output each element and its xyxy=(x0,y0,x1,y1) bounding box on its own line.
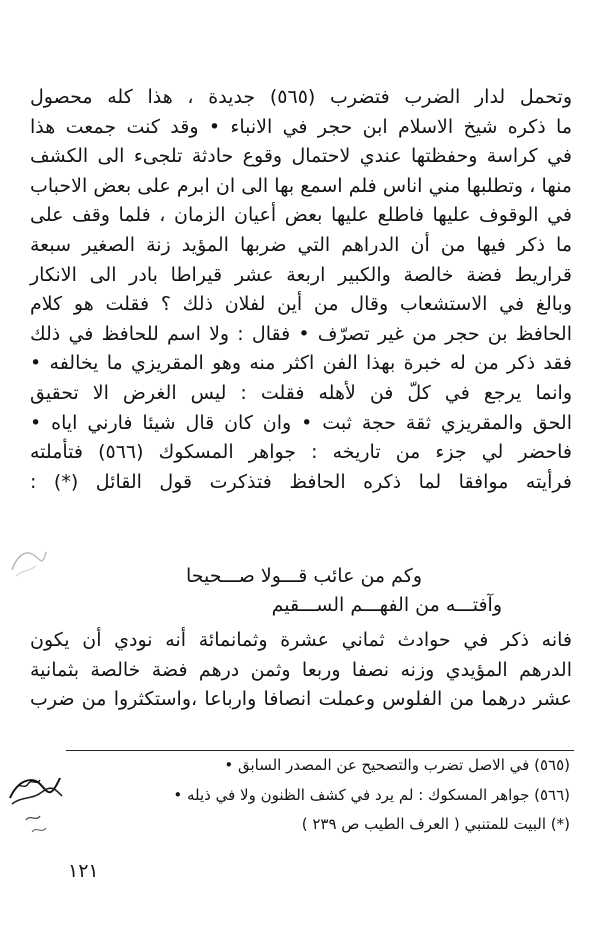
text-line: فاحضر لي جزء من تاريخه : جواهر المسكوك (٥٦٦) فتأملته xyxy=(30,441,572,464)
page-number: ١٢١ xyxy=(68,860,99,882)
main-text-block-continued xyxy=(30,626,572,715)
text-line: ما ذكره شيخ الاسلام ابن حجر في الانباء • وقد كنت جمعت هذا xyxy=(30,115,572,138)
text-line: وبالغ في الاستشعاب وقال من أين لفلان ذلك ؟ فقلت هو كلام xyxy=(30,293,572,316)
footnote-asterisk: (*) البيت للمتنبي ( العرف الطيب ص ٢٣٩ ) xyxy=(301,815,570,833)
text-line: عشر درهما من الفلوس وعملت انصافا وارباعا ،واستكثروا من ضرب xyxy=(30,688,572,711)
text-line: وانما يرجع في كلّ فن لأهله فقلت : ليس الغرض الا تحقيق xyxy=(30,381,572,404)
text-line: منها ، وتطلبها مني اناس فلم اسمع بها الى ان ابرم على بعض الاحباب xyxy=(30,174,572,197)
main-text-block xyxy=(30,83,572,497)
text-line: الدرهم المؤيدي وزنه نصفا وربعا وثمن درهم فضة خالصة بثمانية xyxy=(30,658,572,681)
verse-line-2: وآفتـــه من الفهـــم الســـقيم xyxy=(271,594,502,616)
margin-ink-mark xyxy=(6,540,50,580)
text-line: فرأيته موافقا لما ذكره الحافظ فتذكرت قول القائل (*) : xyxy=(30,470,572,493)
footnote-565: (٥٦٥) في الاصل تضرب والتصحيح عن المصدر السابق • xyxy=(224,756,570,774)
text-line: في كراسة وحفظتها عندي لاحتمال وقوع حادثة تلجىء الى الكشف xyxy=(30,145,572,168)
text-line: قراريط فضة خالصة والكبير اربعة عشر قيراطا بادر الى الانكار xyxy=(30,263,572,286)
text-line: ما ذكر فيها من أن الدراهم التي ضربها المؤيد زنة الصغير سبعة xyxy=(30,233,572,256)
handwritten-signature xyxy=(6,760,64,840)
footnote-divider xyxy=(66,750,574,751)
text-line: فقد ذكر من له خبرة بهذا الفن اكثر منه وهو المقريزي ما يخالفه • xyxy=(30,352,572,375)
text-line: وتحمل لدار الضرب فتضرب (٥٦٥) جديدة ، هذا كله محصول xyxy=(30,86,573,108)
text-line: في الوقوف عليها فاطلع عليها بعض أعيان الزمان ، فلما وقف على xyxy=(30,204,572,227)
footnote-566: (٥٦٦) جواهر المسكوك : لم يرد في كشف الظنون ولا في ذيله • xyxy=(173,786,570,804)
text-line: الحق والمقريزي ثقة حجة ثبت • وان كان قال شيئا فارني اياه • xyxy=(30,411,572,434)
verse-line-1: وكم من عائب قـــولا صـــحيحا xyxy=(185,565,422,587)
text-line: فانه ذكر في حوادث ثماني عشرة وثمانمائة أنه نودي أن يكون xyxy=(30,629,572,651)
text-line: الحافظ بن حجر من غير تصرّف • فقال : ولا اسم للحافظ في ذلك xyxy=(30,322,572,345)
